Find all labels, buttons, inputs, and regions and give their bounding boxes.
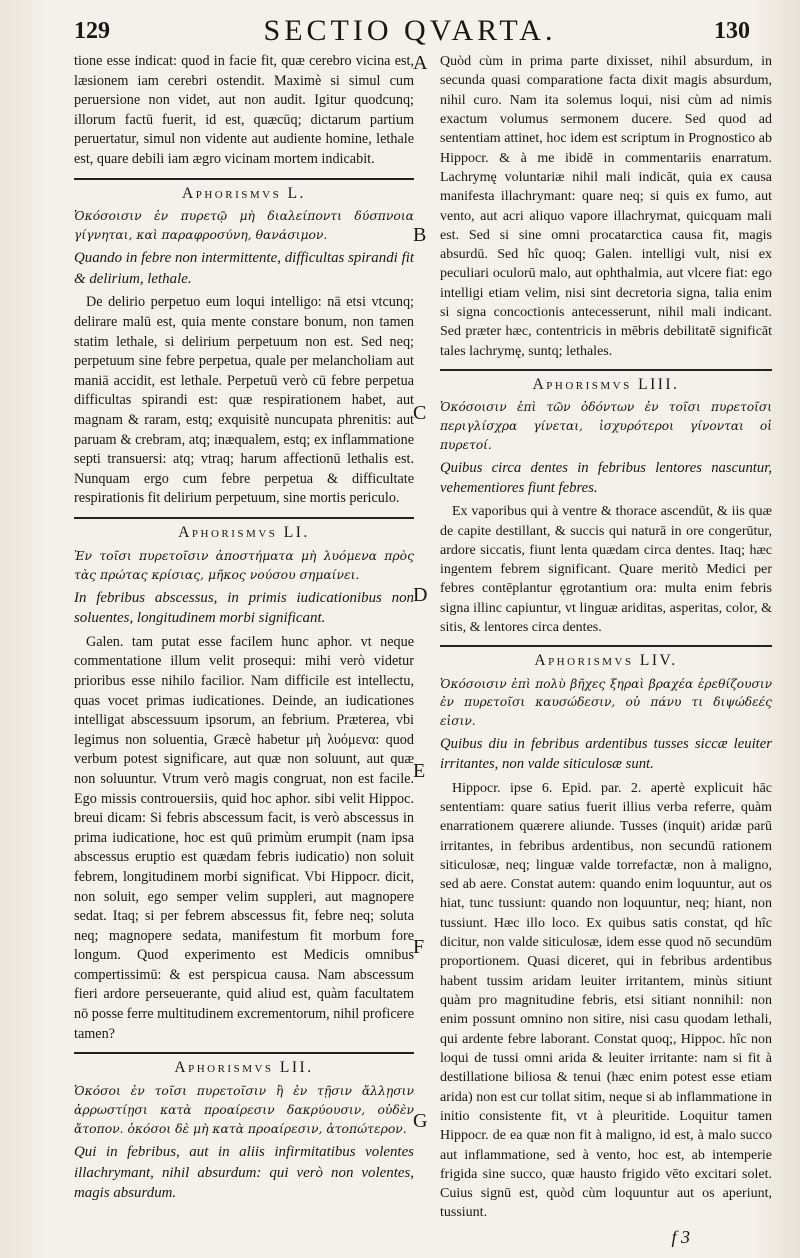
commentary: De delirio perpetuo eum loqui intelligo: nā etsi vtcunq; delirare malū est, quia mente constare bonum, non tamen statim lethale, si delirium perpetuum non est. Sed neq; perpetuum sine febre perpetua, quale per melancholiam aut maniā accidit, est lethale. Perpetuū verò cū febre perpetua difficultas spirandi est: quæ respirationem habet, aut magnam & raram, estq; exquisitè nuncupata phrenitis: aut paruam & crebram, atq; inæqualem, estq; ex inflammatione septi transuersi: atq; vtraq; harum affectionū lethalis est. Nunquam ergo cum febre perpetua & difficultate respirationis fit delirium perpetuum, sine mortis periculo. bbox=[74, 294, 414, 507]
latin-translation: Qui in febribus, aut in aliis infirmitatibus volentes illachrymant, nihil absurdum: qui verò non volentes, magis absurdum. bbox=[74, 1143, 414, 1202]
margin-letter: G bbox=[413, 1110, 428, 1132]
page-number-left: 129 bbox=[74, 18, 110, 44]
aphorism-heading: Aphorismvs LII. bbox=[174, 1059, 314, 1077]
divider bbox=[74, 1052, 414, 1054]
commentary: Galen. tam putat esse facilem hunc aphor. vt neque commentatione illum velit prosequi: mihi verò videtur prioribus esse nihilo facilior. Nam difficile est intellectu, quas vocet primas iudicationes. Deinde, an iudicationes intelligat abscessuum ipsorum, an febrium. Præterea, vbi legimus non soluentia, Græcè habetur μὴ λυόμενα: quod verbum potest significare, aut quæ non soluunt, aut quæ non soluuntur. Vtrum verò magis congruat, non est facile. Ego missis controuersiis, quid hoc aphor. sibi velit Hippoc. breui dicam: Si febris abscessum facit, is verò abscessus in prima iudicatione, hoc est quū primùm erumpit (nam ipsa abscessus eruptio est quædam febris iudicatio) non soluit febrem, longitudinem morbi significat. Vbi Hippocr. dicit, non soluit, ego semper velim suppleri, aut magnopere sedat. Itaq; si per febrem abscessus fit, febre neq; soluta neq; magnopere sedata, manifestum fit morbum fore longum. Quod experimento est Medicis omnibus compertissimū: & est perspicua causa. Nam abscessum fieri ardore perseuerante, quid aliud est, quàm facultatem nō posse ferre multitudinem excrementorum, nihil proficere tamen? bbox=[74, 633, 414, 1042]
aphorism-heading: Aphorismvs LIII. bbox=[532, 376, 680, 393]
greek-text: Ἐν τοῖσι πυρετοῖσιν ἀποστήματα μὴ λυόμενα πρὸς τὰς πρώτας κρίσιας, μῆκος νούσου σημαίνει. bbox=[74, 548, 414, 582]
divider bbox=[74, 178, 414, 180]
greek-text: Ὁκόσοισιν ἐπὶ τῶν ὀδόντων ἐν τοῖσι πυρετοῖσι περιγλίσχρα γίνεται, ἰσχυρότεροι γίνονται οἱ πυρετοί. bbox=[440, 400, 772, 452]
commentary: Ex vaporibus qui à ventre & thorace ascendūt, & iis quæ de capite destillant, & succis qui naturā in ore congerūtur, ardore siccatis, fiunt lenta quædam circa dentes. Itaq; hæc ingentem febrem significant. Quare meritò Medici per febres contēplantur ęgrotantium ora: multa enim febris signa illinc capiuntur, vt linguæ ariditas, asperitas, color, & sitis, & lentores circa dentes. bbox=[440, 504, 772, 636]
page-number-right: 130 bbox=[714, 18, 750, 44]
margin-letter: B bbox=[413, 224, 427, 246]
aphorism-heading: Aphorismvs LI. bbox=[178, 523, 310, 541]
margin-letter: E bbox=[413, 760, 426, 782]
latin-translation: Quando in febre non intermittente, difficultas spirandi fit & delirium, lethale. bbox=[74, 250, 414, 287]
margin-letter: A bbox=[413, 52, 428, 74]
margin-letter: D bbox=[413, 584, 428, 606]
running-head bbox=[60, 14, 760, 48]
section-title: SECTIO QVARTA. bbox=[263, 14, 557, 47]
latin-translation: Quibus circa dentes in febribus lentores nascuntur, vehementiores fiunt febres. bbox=[440, 459, 772, 496]
left-column bbox=[74, 52, 414, 1208]
aphorism-heading: Aphorismvs LIV. bbox=[534, 652, 678, 670]
divider bbox=[440, 645, 772, 647]
divider bbox=[440, 369, 772, 371]
margin-letter: F bbox=[413, 936, 425, 958]
paragraph: Quòd cùm in prima parte dixisset, nihil absurdum, in secunda quasi comparatione facta dixit magis absurdum, nihil curo. Nam ita solemus loqui, nisi cùm ad nimis exactum volumus sermonem ducere. Sed quod ad sententiam attinet, hoc idem est scriptum in Prognostico ab Hippocr. & à me ibidē in commentariis enarratum. Lachrymę voluntariæ nihil mali indicāt, quia ex causa manifesta illachrymant: quare neq; si quis ex fumo, aut vento, aut acri aliquo vapore illachrymat, quicquam mali est. Sed si sine omni procatarctica causa fit, magis absurdū. Sed hîc quoq; Galen. intelligi vult, nisi ex peculiari oculorū malo, aut ophthalmia, aut vlcere fiat: ego intelligi etiam velim, nisi sint decretoria signa, talia enim si signa concoctionis antecesserunt, nihil mali indicant. Sed præter hæc, contentricis in mēbris debilitatē significāt tales lachrymę, suntq; lethales. bbox=[440, 54, 772, 359]
margin-letter: C bbox=[413, 402, 427, 424]
greek-text: Ὁκόσοισιν ἐπὶ πολὺ βῆχες ξηραὶ βραχέα ἐρεθίζουσιν ἐν πυρετοῖσι καυσώδεσιν, οὐ πάνυ τι διψώδεές εἰσιν. bbox=[440, 676, 772, 729]
aphorism-heading: Aphorismvs L. bbox=[182, 184, 306, 202]
latin-translation: Quibus diu in febribus ardentibus tusses siccæ leuiter irritantes, non valde siticulosæ sunt. bbox=[440, 736, 772, 773]
right-column bbox=[440, 52, 772, 1225]
latin-translation: In febribus abscessus, in primis iudicationibus non soluentes, longitudinem morbi significant. bbox=[74, 589, 414, 627]
greek-text: Ὁκόσοισιν ἐν πυρετῷ μὴ διαλείποντι δύσπνοια γίγνηται, καὶ παραφροσύνη, θανάσιμον. bbox=[74, 209, 414, 243]
signature-mark: f 3 bbox=[671, 1227, 690, 1247]
commentary: Hippocr. ipse 6. Epid. par. 2. apertè explicuit hāc sententiam: quare satius fuerit illius verba referre, quàm enarrationem quærere aliunde. Tusses (inquit) aridæ parū irritantes, in febribus ardentibus, non secundū rationem siticulosæ, neq; linguæ valde torrefactæ, non à maligno, sed ab aere. Constat autem: quando enim loquuntur, aut os hiat, tunc tussiunt: quando non loquuntur, neq; hiant, non tussiunt. Hæc illo loco. Ex quibus satis constat, qd hîc dicitur, non valde siticulosæ, idem esse quod nō secundūm proportionem. Quasi diceret, qui in febribus ardentibus habent tussim aridam leuiter irritantem, minùs sitiunt quàm pro magnitudine febris, etsi sitiant nonnihil: non enim possunt omnino non sitire, nisi casu quodam lethali, qui ardente febre laborant. Constat quoq;, Hippoc. hîc non loqui de tussi omni arida & leuiter irritante: nam si fit à destillatione biliosa & tenui (hæc enim potest esse etiam arida) non est cur tollat sitim, neque si ab inflammatione in initio consistente fit, vt à pleuritide. Loquitur tamen Hippocr. de ea quæ non fit à maligno, id est, à malo succo aut inflammatione, sed à vento, hoc est, ab intemperie frigida sine succo, quæ hausto frigido vēto excitari solet. Cuius signū est, quòd cùm loquuntur aut os aperiunt, tussiunt. bbox=[440, 780, 772, 1221]
divider bbox=[74, 517, 414, 519]
paragraph: tione esse indicat: quod in facie fit, quæ cerebro vicina est, læsionem iam cerebri ostendit. Maximè si simul cum peruersione non videt, aut non audit. Igitur quodcunq; illorum factū fuerit, id est, quæcūq; dictarum partium peruertatur, simul non vidente aut audiente homine, lethale est, quare debili iam ægro vicinam mortem indicabit. bbox=[74, 53, 414, 167]
greek-text: Ὁκόσοι ἐν τοῖσι πυρετοῖσιν ἢ ἐν τῇσιν ἄλλῃσιν ἀρρωστίῃσι κατὰ προαίρεσιν δακρύουσιν, οὐδὲν ἄτοπον. ὁκόσοι δὲ μὴ κατὰ προαίρεσιν, ἀτοπώτερον. bbox=[74, 1083, 414, 1136]
